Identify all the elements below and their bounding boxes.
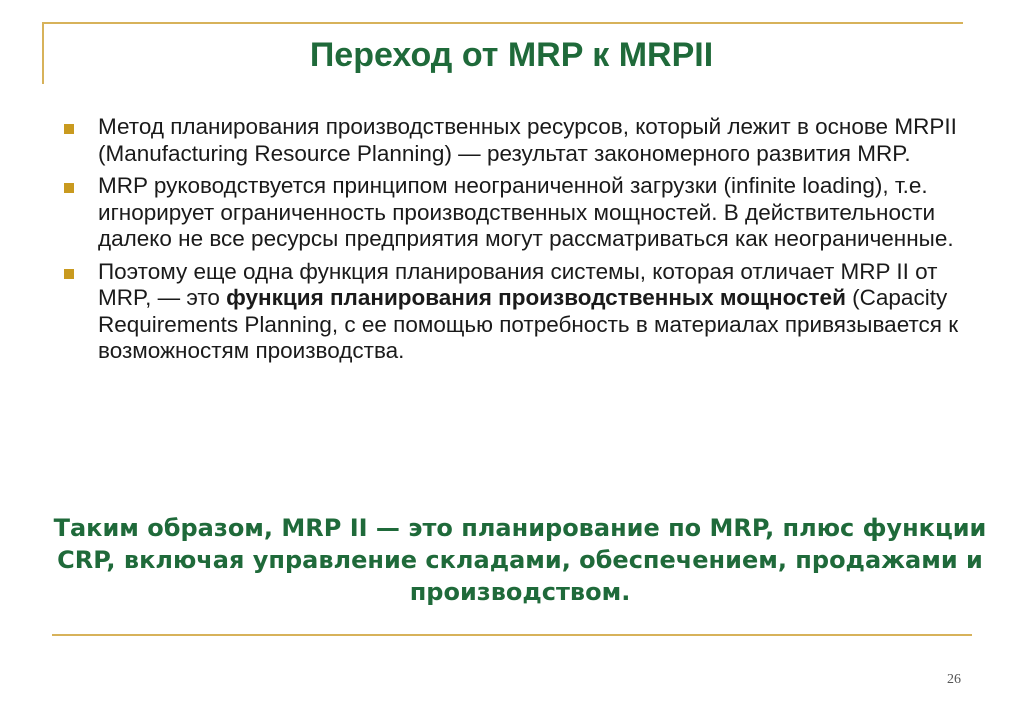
- bottom-rule-line: [52, 634, 972, 636]
- bullet-text-3-end: (Capacity Requirements Planning, с ее помощью потребность в материалах привязывается к возможностям производства.: [98, 285, 959, 363]
- page-number: 26: [947, 672, 961, 687]
- bullet-text-3-start: Поэтому еще одна функция планирования системы, которая отличает MRP II от MRP, — это: [98, 258, 938, 310]
- slide-title: Переход от MRP к MRPII: [309, 36, 714, 74]
- bullet-item-2: [64, 173, 984, 253]
- square-bullet-icon: [64, 124, 74, 134]
- bullet-list: [64, 114, 984, 371]
- bullet-text-3-bold: функция планирования производственных мощностей: [226, 285, 846, 310]
- bullet-text-2: MRP руководствуется принципом неограниченной загрузки (infinite loading), т.е. игнорирует ограниченность производственных мощностей. В действительности далеко не все ресурсы предприятия могут рассматриваться как неограниченные.: [98, 173, 954, 251]
- conclusion-text: Таким образом, MRP II — это планирование по MRP, плюс функции CRP, включая управление складами, обеспечением, продажами и производством.: [53, 514, 987, 606]
- square-bullet-icon: [64, 183, 74, 193]
- bullet-item-3: [64, 259, 984, 365]
- bullet-item-1: [64, 114, 984, 167]
- square-bullet-icon: [64, 269, 74, 279]
- top-rule-line: [42, 22, 963, 24]
- bullet-text-1: Метод планирования производственных ресурсов, который лежит в основе MRPII (Manufacturing Resource Planning) — результат закономерного развития MRP.: [98, 114, 957, 166]
